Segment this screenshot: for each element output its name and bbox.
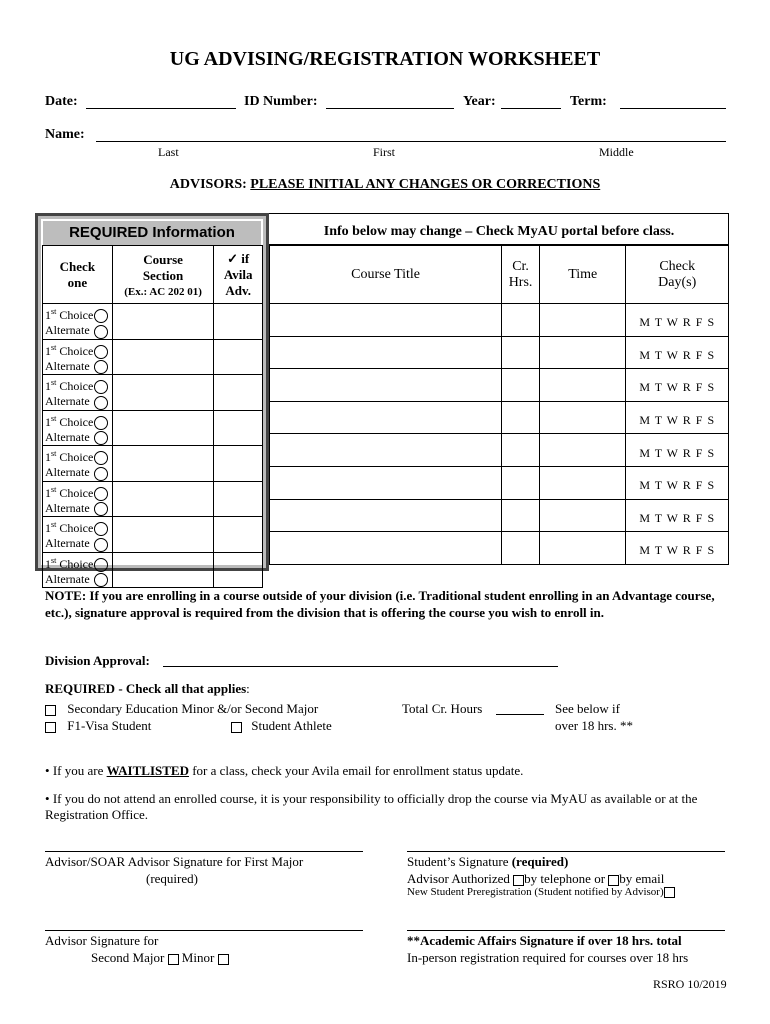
cr-hrs-cell[interactable] <box>502 369 540 402</box>
date-field[interactable] <box>86 108 236 109</box>
choice-cell <box>43 410 113 446</box>
table-row <box>270 401 729 434</box>
choice-sup: st <box>51 307 57 316</box>
radio-first-choice[interactable] <box>94 380 108 394</box>
student-signature-line[interactable] <box>407 851 725 852</box>
first-choice <box>45 446 112 465</box>
radio-first-choice[interactable] <box>94 558 108 572</box>
table-row <box>270 532 729 565</box>
advisors-prefix: ADVISORS: <box>169 177 247 192</box>
bullet-drop <box>45 791 735 823</box>
alternate-choice <box>45 394 112 409</box>
alternate-label: Alternate <box>45 394 90 409</box>
choice-cell <box>43 304 113 340</box>
time-cell[interactable] <box>540 369 626 402</box>
course-section-cell[interactable] <box>112 446 214 482</box>
bullet-icon: • <box>45 791 50 806</box>
advisor-authorized <box>407 871 664 887</box>
radio-first-choice[interactable] <box>94 416 108 430</box>
table-row <box>270 434 729 467</box>
radio-alternate[interactable] <box>94 396 108 410</box>
required-info-header: REQUIRED Information <box>43 221 261 245</box>
time-cell[interactable] <box>540 499 626 532</box>
alternate-choice <box>45 323 112 338</box>
option-f1-label: F1-Visa Student <box>67 718 152 733</box>
radio-first-choice[interactable] <box>94 309 108 323</box>
option-secondary-label: Secondary Education Minor &/or Second Major <box>67 701 319 716</box>
year-label: Year: <box>463 94 496 109</box>
first-choice <box>45 411 112 430</box>
choice-prefix: 1 <box>45 414 51 429</box>
table-row <box>270 466 729 499</box>
avila-adv-cell[interactable] <box>214 304 263 340</box>
choice-label: Choice <box>59 521 94 535</box>
choice-prefix: 1 <box>45 379 51 393</box>
required-check-colon: : <box>246 681 250 696</box>
radio-alternate[interactable] <box>94 538 108 552</box>
advisor-required: (required) <box>146 871 198 886</box>
course-section-cell[interactable] <box>112 517 214 553</box>
inperson-note: In-person registration required for courses over 18 hrs <box>407 950 689 965</box>
days-cell[interactable]: M T W R F S <box>626 336 729 369</box>
advisor-auth-label: Advisor Authorized <box>407 871 514 886</box>
choice-cell <box>43 552 113 588</box>
course-title-cell[interactable] <box>270 499 502 532</box>
check-one-header: Check one <box>59 258 96 290</box>
course-section-cell[interactable] <box>112 339 214 375</box>
days-cell[interactable]: M T W R F S <box>626 499 729 532</box>
choice-label: Choice <box>59 450 94 464</box>
radio-alternate[interactable] <box>94 325 108 339</box>
radio-first-choice[interactable] <box>94 345 108 359</box>
cr-hrs-cell[interactable] <box>502 434 540 467</box>
table-row <box>270 336 729 369</box>
time-cell[interactable] <box>540 336 626 369</box>
choice-cell <box>43 481 113 517</box>
course-section-cell[interactable] <box>112 552 214 588</box>
minor-label: Minor <box>181 950 215 965</box>
new-student-prereg <box>407 886 675 898</box>
days-cell[interactable]: M T W R F S <box>626 532 729 565</box>
date-label: Date: <box>45 94 78 109</box>
see-below: See below if <box>555 701 620 716</box>
table-row <box>43 410 263 446</box>
total-hours-field[interactable] <box>496 714 544 715</box>
student-sig-label: Student’s Signature <box>407 854 512 869</box>
advisors-notice <box>0 177 770 193</box>
choice-sup: st <box>51 555 57 565</box>
alternate-label: Alternate <box>45 358 90 373</box>
avila-adv-cell[interactable] <box>214 481 263 517</box>
days-cell[interactable]: M T W R F S <box>626 304 729 337</box>
choice-prefix: 1 <box>45 343 51 358</box>
radio-first-choice[interactable] <box>94 522 108 536</box>
days-cell[interactable]: M T W R F S <box>626 369 729 402</box>
checkbox-email[interactable] <box>608 875 619 886</box>
division-approval-label: Division Approval: <box>45 653 150 668</box>
course-table <box>269 245 729 565</box>
cr-hrs-cell[interactable] <box>502 401 540 434</box>
table-row <box>43 304 263 340</box>
first-choice <box>45 340 112 359</box>
first-choice <box>45 482 112 501</box>
choice-prefix: 1 <box>45 450 51 464</box>
alternate-choice <box>45 501 112 516</box>
required-check-label: REQUIRED - Check all that applies <box>45 681 247 696</box>
required-check-heading <box>45 681 250 697</box>
bullet1-key: WAITLISTED <box>106 763 189 778</box>
alternate-choice <box>45 430 112 445</box>
alternate-choice <box>45 572 112 587</box>
days-cell[interactable]: M T W R F S <box>626 466 729 499</box>
radio-alternate[interactable] <box>94 431 108 445</box>
checkbox-minor[interactable] <box>218 954 229 965</box>
course-title-cell[interactable] <box>270 466 502 499</box>
avila-adv-cell[interactable] <box>214 410 263 446</box>
checkbox-telephone[interactable] <box>513 875 524 886</box>
option-athlete-label: Student Athlete <box>251 718 332 733</box>
avila-adv-cell[interactable] <box>214 446 263 482</box>
choice-prefix: 1 <box>45 485 51 500</box>
radio-alternate[interactable] <box>94 573 108 587</box>
bullet1-pre: If you are <box>52 763 107 778</box>
course-title-cell[interactable] <box>270 434 502 467</box>
cr-hrs-cell[interactable] <box>502 466 540 499</box>
alternate-label: Alternate <box>45 465 90 480</box>
choice-label: Choice <box>59 414 94 429</box>
avila-adv-cell[interactable] <box>214 517 263 553</box>
course-title-cell[interactable] <box>270 532 502 565</box>
avila-adv-header: ✓ if Avila Adv. <box>223 250 253 298</box>
second-major-minor <box>91 950 229 966</box>
choice-sup: st <box>51 449 57 458</box>
course-section-cell[interactable] <box>112 410 214 446</box>
alternate-choice <box>45 359 112 374</box>
radio-alternate[interactable] <box>94 360 108 374</box>
course-title-cell[interactable] <box>270 401 502 434</box>
form-code: RSRO 10/2019 <box>653 977 727 991</box>
second-major-label: Second Major <box>91 950 165 965</box>
choice-sup: st <box>51 484 57 494</box>
choice-sup: st <box>51 342 57 352</box>
choice-sup: st <box>51 520 57 529</box>
advisor-sig-for: Advisor Signature for <box>45 933 159 948</box>
choice-label: Choice <box>59 485 94 500</box>
required-table <box>42 245 263 588</box>
time-header: Time <box>540 246 626 304</box>
cr-hrs-cell[interactable] <box>502 336 540 369</box>
table-row <box>270 304 729 337</box>
by-phone-label: by telephone or <box>524 871 609 886</box>
choice-sup: st <box>51 413 57 423</box>
table-row <box>43 375 263 411</box>
choice-label: Choice <box>59 343 94 358</box>
name-middle: Middle <box>599 145 634 159</box>
bullet2-text: If you do not attend an enrolled course, it is your responsibility to officially drop the course via MyAU as available or at the Registration Office. <box>45 791 698 822</box>
alternate-label: Alternate <box>45 500 90 515</box>
info-banner: Info below may change – Check MyAU portal before class. <box>323 224 675 239</box>
first-choice <box>45 517 112 536</box>
new-student-label: New Student Preregistration (Student notified by Advisor) <box>407 886 664 898</box>
name-last: Last <box>158 145 179 159</box>
table-row <box>43 517 263 553</box>
choice-prefix: 1 <box>45 521 51 535</box>
advisor-first-major: Advisor/SOAR Advisor Signature for First Major <box>45 854 304 869</box>
choice-prefix: 1 <box>45 308 51 322</box>
total-hours-label: Total Cr. Hours <box>402 701 483 716</box>
days-cell[interactable]: M T W R F S <box>626 401 729 434</box>
table-row <box>43 339 263 375</box>
cr-hrs-header: Cr. Hrs. <box>508 258 533 290</box>
alternate-label: Alternate <box>45 323 90 338</box>
note-text: NOTE: If you are enrolling in a course outside of your division (i.e. Traditional student enrolling in an Advantage course, etc.), signature approval is required from the division that is offering the course you wish to enroll in. <box>45 588 715 620</box>
checkbox-f1[interactable] <box>45 722 56 733</box>
advisors-text: PLEASE INITIAL ANY CHANGES OR CORRECTIONS <box>250 177 601 192</box>
course-section-cell[interactable] <box>112 481 214 517</box>
advisor-signature-line[interactable] <box>45 851 363 852</box>
first-choice <box>45 304 112 323</box>
choice-cell <box>43 446 113 482</box>
by-email-label: by email <box>619 871 665 886</box>
id-number-label: ID Number: <box>244 94 318 109</box>
academic-affairs-signature-line[interactable] <box>407 930 725 931</box>
choice-label: Choice <box>59 308 94 322</box>
course-title-cell[interactable] <box>270 369 502 402</box>
id-number-field[interactable] <box>326 108 454 109</box>
course-section-header: Course Section <box>142 252 184 283</box>
alternate-choice <box>45 536 112 551</box>
checkbox-secondary[interactable] <box>45 705 56 716</box>
option-secondary <box>45 701 318 717</box>
radio-alternate[interactable] <box>94 467 108 481</box>
option-athlete <box>231 718 332 734</box>
table-row <box>43 552 263 588</box>
name-label: Name: <box>45 127 85 142</box>
choice-cell <box>43 339 113 375</box>
radio-first-choice[interactable] <box>94 487 108 501</box>
avila-adv-cell[interactable] <box>214 339 263 375</box>
avila-adv-cell[interactable] <box>214 375 263 411</box>
time-cell[interactable] <box>540 532 626 565</box>
time-cell[interactable] <box>540 434 626 467</box>
choice-prefix: 1 <box>45 556 51 571</box>
check-days-header: Check Day(s) <box>658 258 697 290</box>
radio-alternate[interactable] <box>94 502 108 516</box>
name-field[interactable] <box>96 141 726 142</box>
time-cell[interactable] <box>540 466 626 499</box>
checkbox-new-student[interactable] <box>664 887 675 898</box>
name-first: First <box>373 145 396 159</box>
choice-sup: st <box>51 378 57 387</box>
cr-hrs-cell[interactable] <box>502 532 540 565</box>
over-18: over 18 hrs. ** <box>555 718 633 733</box>
option-f1 <box>45 718 151 734</box>
table-row <box>43 481 263 517</box>
division-approval-field[interactable] <box>163 666 558 667</box>
term-label: Term: <box>570 94 607 109</box>
alternate-label: Alternate <box>45 429 90 444</box>
checkbox-second-major[interactable] <box>168 954 179 965</box>
table-row <box>43 446 263 482</box>
checkbox-athlete[interactable] <box>231 722 242 733</box>
table-row <box>270 369 729 402</box>
academic-affairs: **Academic Affairs Signature if over 18 hrs. total <box>407 933 682 948</box>
course-example: (Ex.: AC 202 01) <box>124 286 202 298</box>
alternate-choice <box>45 465 112 480</box>
term-field[interactable] <box>620 108 726 109</box>
choice-cell <box>43 517 113 553</box>
cr-hrs-cell[interactable] <box>502 304 540 337</box>
bullet-waitlisted <box>45 763 523 779</box>
course-section-cell[interactable] <box>112 304 214 340</box>
course-section-cell[interactable] <box>112 375 214 411</box>
course-title-header: Course Title <box>270 246 502 304</box>
time-cell[interactable] <box>540 304 626 337</box>
student-signature <box>407 854 568 870</box>
table-row <box>270 499 729 532</box>
alternate-label: Alternate <box>45 536 90 551</box>
advisor-second-signature-line[interactable] <box>45 930 363 931</box>
days-cell[interactable]: M T W R F S <box>626 434 729 467</box>
time-cell[interactable] <box>540 401 626 434</box>
first-choice <box>45 553 112 572</box>
choice-label: Choice <box>59 379 94 393</box>
radio-first-choice[interactable] <box>94 451 108 465</box>
page-title: UG ADVISING/REGISTRATION WORKSHEET <box>169 48 601 70</box>
alternate-label: Alternate <box>45 571 90 586</box>
course-title-cell[interactable] <box>270 336 502 369</box>
bullet1-post: for a class, check your Avila email for enrollment status update. <box>188 763 524 778</box>
choice-label: Choice <box>59 556 94 571</box>
avila-adv-cell[interactable] <box>214 552 263 588</box>
course-title-cell[interactable] <box>270 304 502 337</box>
bullet-icon: • <box>45 763 50 778</box>
cr-hrs-cell[interactable] <box>502 499 540 532</box>
year-field[interactable] <box>501 108 561 109</box>
choice-cell <box>43 375 113 411</box>
student-sig-required: (required) <box>511 854 569 869</box>
first-choice <box>45 375 112 394</box>
